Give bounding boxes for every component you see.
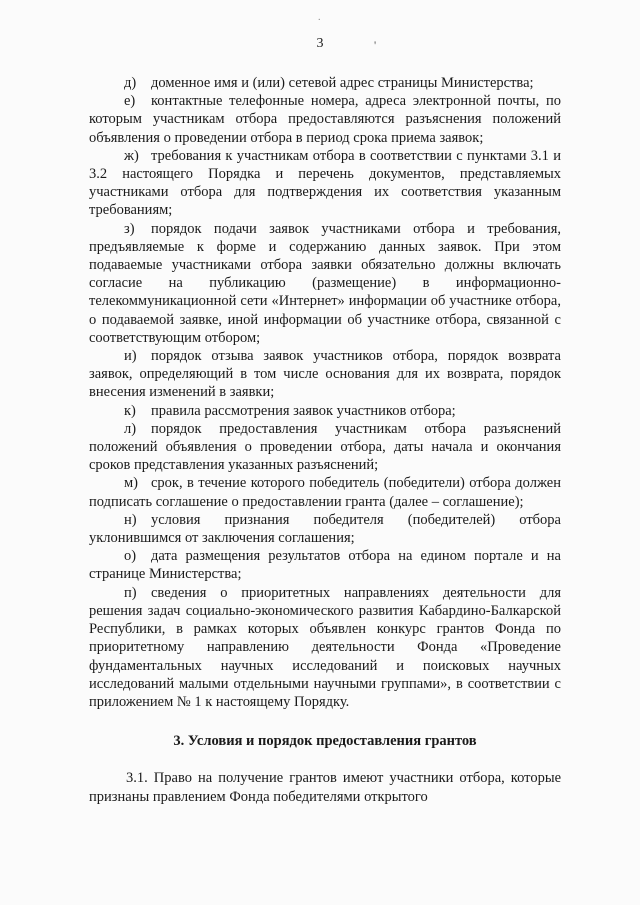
- item-label: д): [124, 75, 137, 91]
- list-item-zh: [89, 147, 561, 220]
- list-item-o: [89, 547, 561, 583]
- item-text: порядок подачи заявок участниками отбора и требования, предъявляемые к форме и содержанию данных заявок. При этом подаваемые участниками отбора заявки обязательно должны включать согласие на публикацию (размещение) в информационно-телекоммуникационной сети «Интернет» информации об участнике отбора, о подаваемой заявке, иной информации об участнике отбора, связанной с соответствующим отбором;: [89, 220, 561, 346]
- list-item-l: [89, 420, 561, 475]
- list-item-e: [89, 92, 561, 147]
- section-paragraph: 3.1. Право на получение грантов имеют участники отбора, которые признаны правлением Фонда победителями открытого: [89, 770, 561, 805]
- item-label: з): [124, 220, 135, 237]
- item-label: о): [124, 548, 137, 565]
- item-label: к): [124, 402, 136, 419]
- item-label: л): [124, 420, 137, 437]
- list-item-n: [89, 511, 561, 547]
- item-text: доменное имя и (или) сетевой адрес страницы Министерства;: [151, 75, 534, 91]
- list-item-p: [89, 584, 561, 711]
- item-label: е): [124, 93, 136, 110]
- corner-mark: ': [374, 38, 377, 52]
- list-item-z: [89, 220, 561, 347]
- item-text: сведения о приоритетных направлениях деятельности для решения задач социально-экономического развития Кабардино-Балкарской Республики, в рамках которых объявлен конкурс грантов Фонда по приоритетному направлению деятельности Фонда «Проведение фундаментальных научных исследований и поисковых научных исследований малыми отдельными научными группами», в соответствии с приложением № 1 к настоящему Порядку.: [89, 584, 561, 710]
- page-number: 3: [316, 36, 324, 51]
- item-text: правила рассмотрения заявок участников отбора;: [151, 402, 456, 419]
- item-label: м): [124, 475, 139, 492]
- item-text: срок, в течение которого победитель (победители) отбора должен подписать соглашение о предоставлении гранта (далее – соглашение);: [89, 475, 561, 510]
- list-item-d: [89, 74, 561, 92]
- list-item-k: [89, 402, 561, 420]
- item-text: дата размещения результатов отбора на едином портале и на странице Министерства;: [89, 548, 561, 583]
- item-label: п): [124, 584, 137, 601]
- item-text: контактные телефонные номера, адреса электронной почты, по которым участникам отбора предоставляются разъяснения положений объявления о проведении отбора в период срока приема заявок;: [89, 93, 561, 146]
- item-label: и): [124, 348, 137, 365]
- list-item-m: [89, 474, 561, 510]
- item-text: порядок предоставления участникам отбора разъяснений положений объявления о проведении отбора, даты начала и окончания сроков представления указанных разъяснений;: [89, 420, 561, 474]
- item-label: н): [124, 511, 137, 528]
- item-text: условия признания победителя (победителей) отбора уклонившимся от заключения соглашения;: [89, 511, 561, 547]
- item-text: требования к участникам отбора в соответствии с пунктами 3.1 и 3.2 настоящего Порядка и перечень документов, представляемых участниками отбора для подтверждения их соответствия указанным требованиям;: [89, 147, 561, 219]
- list-item-i: [89, 347, 561, 402]
- top-mark: .: [318, 12, 321, 23]
- document-body: [89, 74, 561, 806]
- item-text: порядок отзыва заявок участников отбора, порядок возврата заявок, определяющий в том числе основания для их возврата, порядок внесения изменений в заявки;: [89, 348, 561, 401]
- item-label: ж): [124, 147, 139, 164]
- section-heading: 3. Условия и порядок предоставления грантов: [173, 733, 477, 750]
